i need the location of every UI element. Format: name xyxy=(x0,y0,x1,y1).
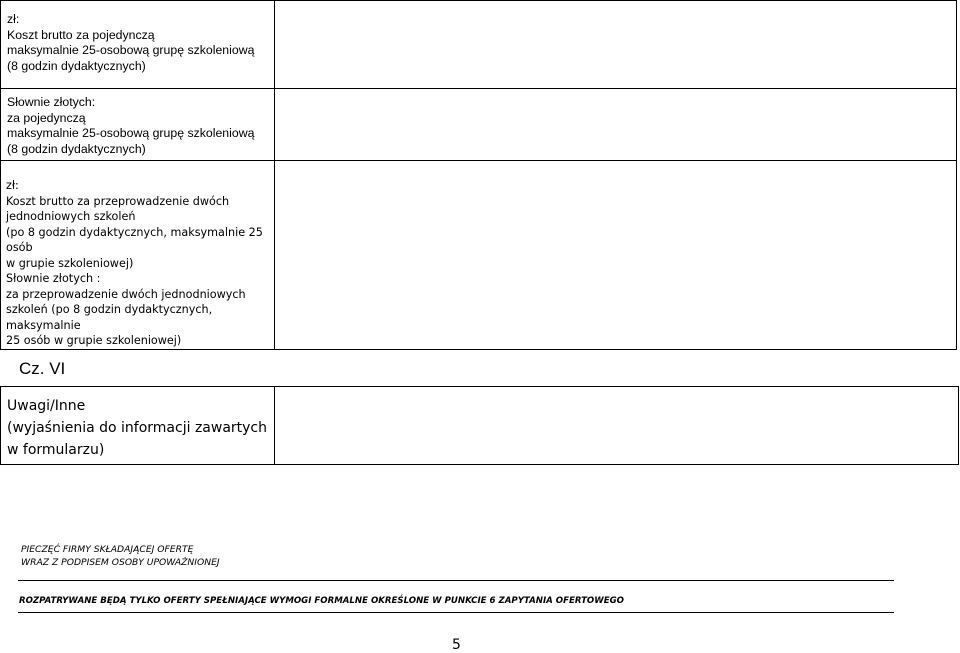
stamp-caption xyxy=(21,544,220,569)
stamp-line-2: WRAZ Z PODPISEM OSOBY UPOWAŻNIONEJ xyxy=(21,556,220,568)
price-words-single-group-value-cell[interactable] xyxy=(275,89,957,161)
price-words-single-group-label: Słownie złotych: za pojedynczą maksymalnie 25-osobową grupę szkoleniową (8 godzin dydaktycznych) xyxy=(7,95,255,156)
price-words-single-group-label-cell xyxy=(1,89,275,161)
notes-label-cell xyxy=(1,387,275,465)
stamp-line-1: PIECZĘĆ FIRMY SKŁADAJĄCEJ OFERTĘ xyxy=(21,544,194,555)
notes-table xyxy=(0,386,959,465)
price-two-trainings-label-cell xyxy=(1,161,275,350)
notes-value-cell[interactable] xyxy=(275,387,959,465)
page-number: 5 xyxy=(452,637,461,653)
footer-rule xyxy=(18,612,894,613)
price-single-group-label: zł: Koszt brutto za pojedynczą maksymalnie 25-osobową grupę szkoleniową (8 godzin dydaktycznych) xyxy=(7,12,255,73)
price-words-two-trainings-label: Słownie złotych : za przeprowadzenie dwóch jednodniowych szkoleń (po 8 godzin dydaktycznych, maksymalnie 25 osób w grupie szkoleniowej) xyxy=(6,272,246,347)
price-single-group-label-cell xyxy=(1,1,275,89)
signature-rule xyxy=(18,580,894,581)
section-title: Cz. VI xyxy=(19,359,66,378)
price-two-trainings-value-cell[interactable] xyxy=(275,161,957,350)
price-single-group-value-cell[interactable] xyxy=(275,1,957,89)
notes-label: Uwagi/Inne (wyjaśnienia do informacji zawartych w formularzu) xyxy=(7,398,267,458)
price-two-trainings-label: zł: Koszt brutto za przeprowadzenie dwóch jednodniowych szkoleń (po 8 godzin dydaktycznych, maksymalnie 25 osób w grupie szkoleniowej) xyxy=(6,179,263,270)
formal-requirements-note: ROZPATRYWANE BĘDĄ TYLKO OFERTY SPEŁNIAJĄCE WYMOGI FORMALNE OKREŚLONE W PUNKCIE 6 ZAPYTANIA OFERTOWEGO xyxy=(19,596,624,606)
